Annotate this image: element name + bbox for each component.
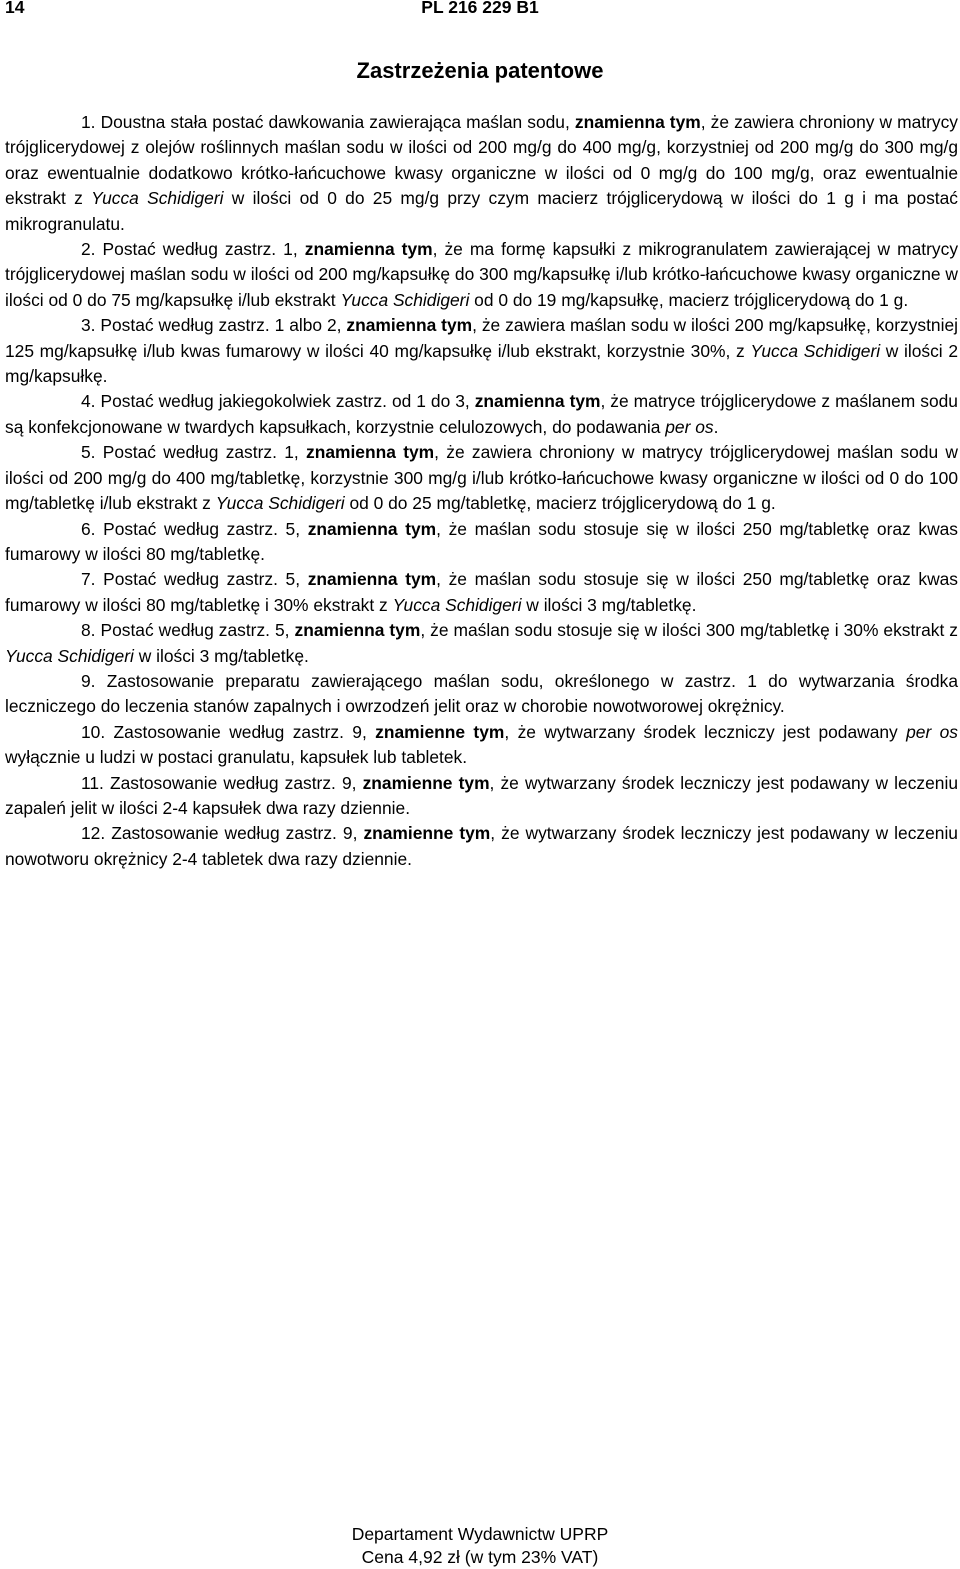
claim-text: , że zawiera chroniony w matrycy trójglicerydowej z olejów roślinnych maślan sodu w ilości od 200 mg/g do 400 mg/g, korzystniej od 200 mg/g do 300 mg/g oraz ewentualnie dodatkowo krótko-łańcuchowe kwasy organiczne w ilości od 0 mg/g do 100 mg/g, oraz ewentualnie ekstrakt z <box>5 112 959 209</box>
claim-text: 9. Zastosowanie preparatu zawierającego maślan sodu, określonego w zastrz. 1 do wytwarzania środka leczniczego do leczenia stanów zapalnych i owrzodzeń jelit oraz w chorobie nowotworowej okrężnicy. <box>5 670 958 717</box>
claim-italic: Yucca Schidigeri <box>91 188 224 209</box>
claim-5 <box>5 440 958 516</box>
claim-text: , że matryce trójglicerydowe z maślanem sodu są konfekcjonowane w twardych kapsułkach, korzystnie celulozowych, do podawania <box>5 391 958 437</box>
claim-emphasis: znamienna tym <box>474 391 601 412</box>
claim-emphasis: znamienna tym <box>304 239 433 260</box>
claim-emphasis: znamienna tym <box>307 518 437 539</box>
claim-11 <box>5 771 958 822</box>
claim-emphasis: znamienne tym <box>362 772 490 793</box>
claim-text: 1. Doustna stała postać dawkowania zawierająca maślan sodu, <box>81 112 575 132</box>
claim-2 <box>5 237 958 313</box>
claim-8 <box>5 618 958 669</box>
claim-emphasis: znamienna tym <box>294 620 421 641</box>
claim-text: 3. Postać według zastrz. 1 albo 2, <box>81 315 347 336</box>
claim-italic: per os <box>665 416 714 437</box>
claim-italic: Yucca Schidigeri <box>392 594 522 615</box>
claim-text: , że zawiera maślan sodu w ilości 200 mg/kapsułkę, korzystniej 125 mg/kapsułkę i/lub kwas fumarowy w ilości 40 mg/kapsułkę i/lub ekstrakt, korzystnie 30%, z <box>5 315 958 361</box>
claim-text: . <box>713 416 719 437</box>
claim-text: w ilości 3 mg/tabletkę. <box>521 594 697 615</box>
claims-list <box>5 110 958 872</box>
footer-price: Cena 4,92 zł (w tym 23% VAT) <box>361 1547 599 1567</box>
claim-text: , że wytwarzany środek leczniczy jest podawany w leczeniu zapaleń jelit w ilości 2-4 kapsułek dwa razy dziennie. <box>5 772 958 818</box>
claim-text: 10. Zastosowanie według zastrz. 9, <box>81 721 376 742</box>
claim-italic: per os <box>906 721 958 742</box>
claim-text: 12. Zastosowanie według zastrz. 9, <box>81 823 364 844</box>
claim-italic: Yucca Schidigeri <box>340 289 470 310</box>
footer <box>0 1523 960 1569</box>
claim-7 <box>5 567 958 618</box>
claim-text: , że wytwarzany środek leczniczy jest podawany w leczeniu nowotworu okrężnicy 2-4 tabletek dwa razy dziennie. <box>5 823 958 869</box>
claim-1 <box>5 110 958 237</box>
claim-text: , że ma formę kapsułki z mikrogranulatem zawierającej w matrycy trójglicerydowej maślan sodu w ilości od 200 mg/kapsułkę do 300 mg/kapsułkę i/lub krótko-łańcuchowe kwasy organiczne w ilości od 0 do 75 mg/kapsułkę i/lub ekstrakt <box>5 239 959 310</box>
claim-emphasis: znamienna tym <box>306 442 435 463</box>
claim-10 <box>5 720 958 771</box>
claim-italic: Yucca Schidigeri <box>215 493 345 514</box>
claim-emphasis: znamienna tym <box>346 315 473 336</box>
claim-text: wyłącznie u ludzi w postaci granulatu, kapsułek lub tabletek. <box>5 747 468 768</box>
document-id: PL 216 229 B1 <box>421 0 539 17</box>
claim-text: 4. Postać według jakiegokolwiek zastrz. od 1 do 3, <box>81 391 475 412</box>
claim-emphasis: znamienne tym <box>363 823 491 844</box>
claim-text: , że maślan sodu stosuje się w ilości 250 mg/tabletkę oraz kwas fumarowy w ilości 80 mg/tabletkę i 30% ekstrakt z <box>5 569 959 615</box>
claim-italic: Yucca Schidigeri <box>5 645 134 666</box>
page-title: Zastrzeżenia patentowe <box>356 58 604 83</box>
page-number: 14 <box>5 0 25 17</box>
claim-text: od 0 do 25 mg/tabletkę, macierz trójglicerydową do 1 g. <box>344 493 776 514</box>
claim-text: , że wytwarzany środek leczniczy jest podawany <box>504 721 907 742</box>
claim-text: od 0 do 19 mg/kapsułkę, macierz trójglicerydową do 1 g. <box>469 289 909 310</box>
claim-text: w ilości od 0 do 25 mg/g przy czym macierz trójglicerydową w ilości do 1 g i ma postać mikrogranulatu. <box>5 188 958 234</box>
claim-text: 11. Zastosowanie według zastrz. 9, <box>81 772 363 793</box>
claim-9 <box>5 669 958 720</box>
claim-4 <box>5 389 958 440</box>
footer-publisher: Departament Wydawnictw UPRP <box>351 1524 609 1544</box>
claim-italic: Yucca Schidigeri <box>750 340 881 361</box>
claim-text: 8. Postać według zastrz. 5, <box>81 620 295 641</box>
claim-6 <box>5 517 958 568</box>
claim-text: 6. Postać według zastrz. 5, <box>81 518 308 539</box>
claim-3 <box>5 313 958 389</box>
claim-text: , że maślan sodu stosuje się w ilości 300 mg/tabletkę i 30% ekstrakt z <box>420 620 958 641</box>
claim-text: , że maślan sodu stosuje się w ilości 250 mg/tabletkę oraz kwas fumarowy w ilości 80 mg/tabletkę. <box>5 518 959 564</box>
claim-text: 2. Postać według zastrz. 1, <box>81 239 305 260</box>
claim-text: 5. Postać według zastrz. 1, <box>81 442 307 463</box>
claim-text: , że zawiera chroniony w matrycy trójglicerydowej maślan sodu w ilości od 200 mg/g do 400 mg/tabletkę, korzystnie 300 mg/g i/lub krótko-łańcuchowe kwasy organiczne w ilości od 0 do 100 mg/tabletkę i/lub ekstrakt z <box>5 442 958 514</box>
claim-12 <box>5 821 958 872</box>
claim-emphasis: znamienna tym <box>574 112 701 132</box>
claim-text: w ilości 2 mg/kapsułkę. <box>5 340 959 387</box>
claim-text: w ilości 3 mg/tabletkę. <box>133 645 309 666</box>
claim-emphasis: znamienne tym <box>375 721 505 742</box>
claim-text: 7. Postać według zastrz. 5, <box>81 569 308 590</box>
claim-emphasis: znamienna tym <box>307 569 437 590</box>
